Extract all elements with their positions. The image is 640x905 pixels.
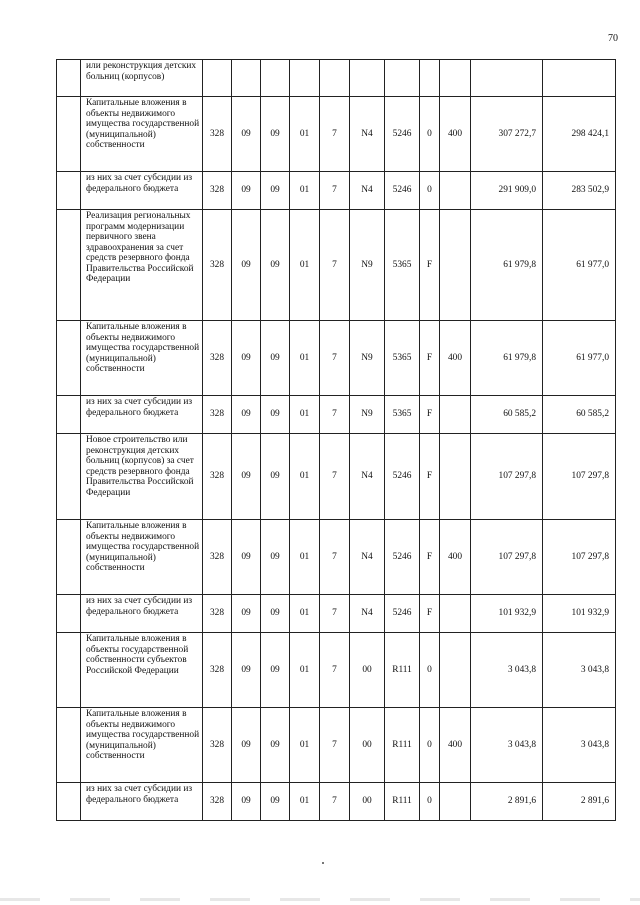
code-cell-c4: 01 [290, 321, 320, 396]
code-cell-c1: 328 [203, 172, 232, 210]
code-cell-c7: R111 [385, 633, 420, 708]
code-cell-c9 [440, 210, 471, 321]
code-cell-c4: 01 [290, 396, 320, 434]
code-cell-c3: 09 [261, 783, 290, 821]
table-row [57, 708, 616, 783]
row-indent-cell [57, 60, 81, 97]
executed-amount [543, 60, 616, 97]
code-cell-c5: 7 [320, 708, 350, 783]
code-cell-c5: 7 [320, 633, 350, 708]
code-cell-c8: F [420, 396, 440, 434]
code-cell-c8: F [420, 520, 440, 595]
code-cell-c7: 5365 [385, 396, 420, 434]
code-cell-c1: 328 [203, 396, 232, 434]
code-cell-c2: 09 [232, 783, 261, 821]
table-row [57, 396, 616, 434]
executed-amount: 2 891,6 [543, 783, 616, 821]
executed-amount: 283 502,9 [543, 172, 616, 210]
code-cell-c4 [290, 60, 320, 97]
code-cell-c8: F [420, 595, 440, 633]
code-cell-c9: 400 [440, 321, 471, 396]
code-cell-c4: 01 [290, 97, 320, 172]
code-cell-c8: 0 [420, 783, 440, 821]
executed-amount: 61 977,0 [543, 321, 616, 396]
row-description: Капитальные вложения в объекты государственной собственности субъектов Российской Федерации [81, 633, 203, 708]
code-cell-c7: 5246 [385, 520, 420, 595]
code-cell-c2: 09 [232, 172, 261, 210]
code-cell-c7: 5365 [385, 321, 420, 396]
code-cell-c3: 09 [261, 708, 290, 783]
code-cell-c7: R111 [385, 708, 420, 783]
code-cell-c8: F [420, 434, 440, 520]
code-cell-c1: 328 [203, 210, 232, 321]
code-cell-c8: 0 [420, 172, 440, 210]
code-cell-c9: 400 [440, 97, 471, 172]
code-cell-c2: 09 [232, 97, 261, 172]
table-row [57, 633, 616, 708]
code-cell-c9 [440, 172, 471, 210]
executed-amount: 3 043,8 [543, 633, 616, 708]
code-cell-c3: 09 [261, 520, 290, 595]
code-cell-c9 [440, 60, 471, 97]
code-cell-c4: 01 [290, 172, 320, 210]
row-indent-cell [57, 708, 81, 783]
code-cell-c2: 09 [232, 434, 261, 520]
code-cell-c5: 7 [320, 595, 350, 633]
code-cell-c2: 09 [232, 396, 261, 434]
code-cell-c6 [350, 60, 385, 97]
code-cell-c3: 09 [261, 396, 290, 434]
budget-table [56, 59, 616, 821]
table-row [57, 520, 616, 595]
table-row [57, 97, 616, 172]
code-cell-c8: F [420, 210, 440, 321]
code-cell-c3 [261, 60, 290, 97]
code-cell-c8: F [420, 321, 440, 396]
code-cell-c5: 7 [320, 210, 350, 321]
code-cell-c8: 0 [420, 708, 440, 783]
code-cell-c6: N4 [350, 520, 385, 595]
code-cell-c9 [440, 783, 471, 821]
code-cell-c5: 7 [320, 396, 350, 434]
executed-amount: 60 585,2 [543, 396, 616, 434]
code-cell-c8: 0 [420, 97, 440, 172]
code-cell-c5: 7 [320, 97, 350, 172]
code-cell-c6: N9 [350, 396, 385, 434]
row-description: из них за счет субсидии из федерального бюджета [81, 172, 203, 210]
code-cell-c2: 09 [232, 595, 261, 633]
executed-amount: 3 043,8 [543, 708, 616, 783]
code-cell-c7: R111 [385, 783, 420, 821]
code-cell-c6: 00 [350, 708, 385, 783]
code-cell-c7: 5246 [385, 172, 420, 210]
code-cell-c6: N4 [350, 172, 385, 210]
code-cell-c4: 01 [290, 708, 320, 783]
code-cell-c1: 328 [203, 520, 232, 595]
table-row [57, 595, 616, 633]
row-indent-cell [57, 396, 81, 434]
code-cell-c1: 328 [203, 783, 232, 821]
code-cell-c8 [420, 60, 440, 97]
planned-amount: 307 272,7 [471, 97, 543, 172]
row-indent-cell [57, 172, 81, 210]
code-cell-c1: 328 [203, 633, 232, 708]
row-description: из них за счет субсидии из федерального бюджета [81, 783, 203, 821]
planned-amount: 3 043,8 [471, 708, 543, 783]
code-cell-c7: 5246 [385, 595, 420, 633]
code-cell-c3: 09 [261, 434, 290, 520]
row-description: Капитальные вложения в объекты недвижимого имущества государственной (муниципальной) собственности [81, 321, 203, 396]
scan-edge [0, 898, 640, 901]
row-description: или реконструкция детских больниц (корпусов) [81, 60, 203, 97]
code-cell-c6: 00 [350, 783, 385, 821]
row-indent-cell [57, 434, 81, 520]
planned-amount: 101 932,9 [471, 595, 543, 633]
code-cell-c2: 09 [232, 708, 261, 783]
code-cell-c3: 09 [261, 97, 290, 172]
code-cell-c5: 7 [320, 783, 350, 821]
code-cell-c5: 7 [320, 434, 350, 520]
table-row [57, 783, 616, 821]
code-cell-c4: 01 [290, 434, 320, 520]
code-cell-c2 [232, 60, 261, 97]
code-cell-c2: 09 [232, 633, 261, 708]
row-indent-cell [57, 321, 81, 396]
row-indent-cell [57, 210, 81, 321]
code-cell-c2: 09 [232, 321, 261, 396]
planned-amount: 61 979,8 [471, 210, 543, 321]
code-cell-c7: 5246 [385, 97, 420, 172]
row-description: Капитальные вложения в объекты недвижимого имущества государственной (муниципальной) собственности [81, 708, 203, 783]
code-cell-c4: 01 [290, 783, 320, 821]
code-cell-c2: 09 [232, 520, 261, 595]
executed-amount: 298 424,1 [543, 97, 616, 172]
planned-amount: 2 891,6 [471, 783, 543, 821]
row-indent-cell [57, 633, 81, 708]
row-indent-cell [57, 783, 81, 821]
code-cell-c2: 09 [232, 210, 261, 321]
code-cell-c1: 328 [203, 595, 232, 633]
code-cell-c6: N9 [350, 321, 385, 396]
planned-amount: 60 585,2 [471, 396, 543, 434]
planned-amount: 107 297,8 [471, 520, 543, 595]
row-description: из них за счет субсидии из федерального бюджета [81, 396, 203, 434]
code-cell-c8: 0 [420, 633, 440, 708]
row-indent-cell [57, 97, 81, 172]
code-cell-c9 [440, 633, 471, 708]
planned-amount: 107 297,8 [471, 434, 543, 520]
code-cell-c1: 328 [203, 434, 232, 520]
code-cell-c5: 7 [320, 172, 350, 210]
code-cell-c1: 328 [203, 708, 232, 783]
planned-amount: 3 043,8 [471, 633, 543, 708]
code-cell-c9: 400 [440, 520, 471, 595]
code-cell-c1: 328 [203, 321, 232, 396]
scan-speck [322, 862, 324, 864]
row-description: Реализация региональных программ модернизации первичного звена здравоохранения за счет средств резервного фонда Правительства Российской Федерации [81, 210, 203, 321]
code-cell-c9 [440, 434, 471, 520]
code-cell-c4: 01 [290, 520, 320, 595]
code-cell-c7: 5365 [385, 210, 420, 321]
table-row [57, 210, 616, 321]
table-row [57, 172, 616, 210]
row-description: Капитальные вложения в объекты недвижимого имущества государственной (муниципальной) собственности [81, 520, 203, 595]
code-cell-c5: 7 [320, 520, 350, 595]
planned-amount [471, 60, 543, 97]
table-row [57, 434, 616, 520]
code-cell-c7: 5246 [385, 434, 420, 520]
row-description: Капитальные вложения в объекты недвижимого имущества государственной (муниципальной) собственности [81, 97, 203, 172]
code-cell-c6: N4 [350, 434, 385, 520]
code-cell-c5: 7 [320, 321, 350, 396]
executed-amount: 107 297,8 [543, 434, 616, 520]
code-cell-c3: 09 [261, 210, 290, 321]
row-indent-cell [57, 595, 81, 633]
executed-amount: 107 297,8 [543, 520, 616, 595]
code-cell-c9 [440, 595, 471, 633]
code-cell-c9 [440, 396, 471, 434]
table-row [57, 60, 616, 97]
row-indent-cell [57, 520, 81, 595]
code-cell-c6: 00 [350, 633, 385, 708]
code-cell-c4: 01 [290, 633, 320, 708]
code-cell-c3: 09 [261, 633, 290, 708]
code-cell-c3: 09 [261, 595, 290, 633]
page-number: 70 [608, 33, 618, 44]
code-cell-c6: N4 [350, 97, 385, 172]
row-description: Новое строительство или реконструкция детских больниц (корпусов) за счет средств резервного фонда Правительства Российской Федерации [81, 434, 203, 520]
code-cell-c7 [385, 60, 420, 97]
executed-amount: 101 932,9 [543, 595, 616, 633]
code-cell-c9: 400 [440, 708, 471, 783]
code-cell-c4: 01 [290, 210, 320, 321]
code-cell-c6: N9 [350, 210, 385, 321]
executed-amount: 61 977,0 [543, 210, 616, 321]
table-row [57, 321, 616, 396]
code-cell-c1: 328 [203, 97, 232, 172]
code-cell-c6: N4 [350, 595, 385, 633]
code-cell-c4: 01 [290, 595, 320, 633]
code-cell-c3: 09 [261, 172, 290, 210]
code-cell-c5 [320, 60, 350, 97]
code-cell-c3: 09 [261, 321, 290, 396]
planned-amount: 61 979,8 [471, 321, 543, 396]
row-description: из них за счет субсидии из федерального бюджета [81, 595, 203, 633]
code-cell-c1 [203, 60, 232, 97]
planned-amount: 291 909,0 [471, 172, 543, 210]
